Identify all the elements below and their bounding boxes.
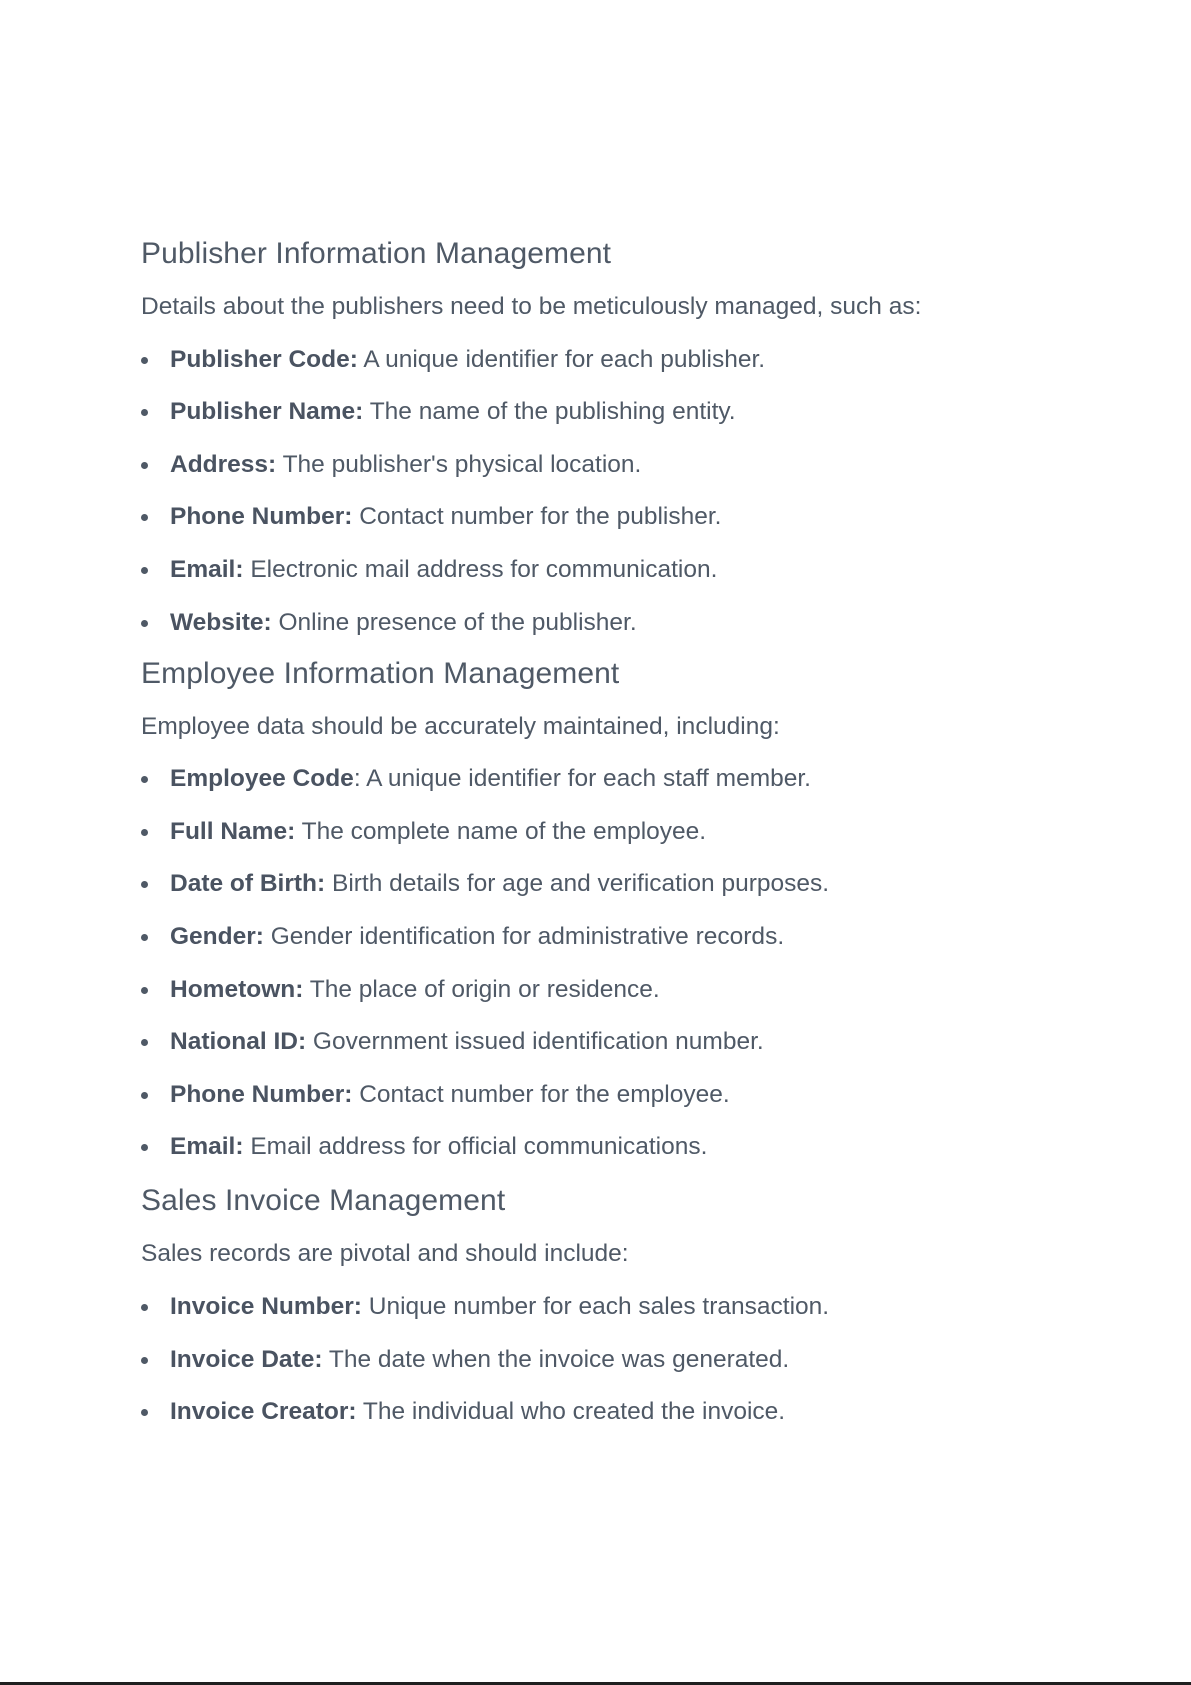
bullet-icon: [141, 567, 148, 574]
bullet-icon: [141, 881, 148, 888]
bullet-icon: [141, 776, 148, 783]
bullet-icon: [141, 409, 148, 416]
item-term: Invoice Date:: [170, 1345, 323, 1373]
item-description: Contact number for the publisher.: [352, 503, 722, 531]
section-title: Employee Information Management: [141, 656, 620, 690]
item-description: Government issued identification number.: [306, 1028, 764, 1056]
bullet-icon: [141, 1039, 148, 1046]
list-item: [141, 395, 1041, 429]
item-description: The individual who created the invoice.: [356, 1398, 786, 1426]
item-term: Invoice Number:: [170, 1292, 362, 1320]
list-item: [141, 867, 1041, 901]
list-item: [141, 920, 1041, 954]
list-item: [141, 762, 1041, 796]
list-item: [141, 973, 1041, 1007]
item-description: The complete name of the employee.: [295, 817, 707, 845]
bullet-icon: [141, 1144, 148, 1151]
item-description: : A unique identifier for each staff member.: [353, 765, 811, 793]
item-description: Electronic mail address for communication.: [243, 555, 718, 583]
bullet-icon: [141, 1092, 148, 1099]
bullet-icon: [141, 1304, 148, 1311]
item-term: Email:: [170, 555, 244, 583]
bullet-icon: [141, 829, 148, 836]
item-term: Invoice Creator:: [170, 1398, 357, 1426]
bullet-icon: [141, 620, 148, 627]
bullet-icon: [141, 1357, 148, 1364]
item-term: National ID:: [170, 1028, 307, 1056]
list-item: [141, 1395, 1041, 1429]
section-sales-invoice: [141, 1179, 1041, 1429]
item-term: Website:: [170, 608, 272, 636]
list-item: [141, 1130, 1041, 1164]
item-term: Gender:: [170, 922, 264, 950]
bullet-list: [141, 1290, 1041, 1429]
item-description: A unique identifier for each publisher.: [357, 345, 766, 373]
list-item: [141, 815, 1041, 849]
bullet-icon: [141, 934, 148, 941]
list-item: [141, 1078, 1041, 1112]
item-term: Publisher Code:: [170, 345, 358, 373]
list-item: [141, 1025, 1041, 1059]
section-publisher-information: [141, 232, 1041, 640]
item-description: Email address for official communications.: [243, 1133, 708, 1161]
item-description: Contact number for the employee.: [352, 1080, 730, 1108]
section-title: Publisher Information Management: [141, 237, 612, 270]
bullet-icon: [141, 987, 148, 994]
bullet-icon: [141, 514, 148, 521]
item-description: The date when the invoice was generated.: [322, 1345, 790, 1373]
item-term: Employee Code: [170, 765, 354, 793]
section-intro: Details about the publishers need to be meticulously managed, such as:: [141, 293, 922, 320]
item-term: Full Name:: [170, 817, 296, 845]
section-intro: Sales records are pivotal and should include:: [141, 1240, 629, 1268]
item-term: Hometown:: [170, 975, 304, 1003]
item-description: Birth details for age and verification purposes.: [325, 870, 830, 898]
bullet-icon: [141, 1409, 148, 1416]
list-item: [141, 606, 1041, 640]
document-content: [141, 232, 1041, 1429]
item-description: Unique number for each sales transaction.: [361, 1292, 830, 1320]
item-term: Date of Birth:: [170, 870, 326, 898]
list-item: [141, 500, 1041, 534]
item-description: Online presence of the publisher.: [271, 608, 637, 636]
list-item: [141, 1290, 1041, 1324]
item-description: The place of origin or residence.: [303, 975, 660, 1003]
section-employee-information: [141, 652, 1041, 1165]
list-item: [141, 448, 1041, 482]
list-item: [141, 553, 1041, 587]
bullet-list: [141, 762, 1041, 1164]
section-intro: Employee data should be accurately maintained, including:: [141, 712, 780, 740]
bullet-icon: [141, 462, 148, 469]
bullet-icon: [141, 357, 148, 364]
item-term: Phone Number:: [170, 503, 353, 531]
section-title: Sales Invoice Management: [141, 1184, 506, 1218]
list-item: [141, 343, 1041, 377]
item-description: The name of the publishing entity.: [363, 398, 736, 426]
item-description: Gender identification for administrative records.: [263, 922, 785, 950]
item-term: Email:: [170, 1133, 244, 1161]
item-description: The publisher's physical location.: [276, 450, 642, 478]
list-item: [141, 1343, 1041, 1377]
item-term: Address:: [170, 450, 277, 478]
item-term: Phone Number:: [170, 1080, 353, 1108]
bullet-list: [141, 343, 1041, 640]
item-term: Publisher Name:: [170, 398, 364, 426]
